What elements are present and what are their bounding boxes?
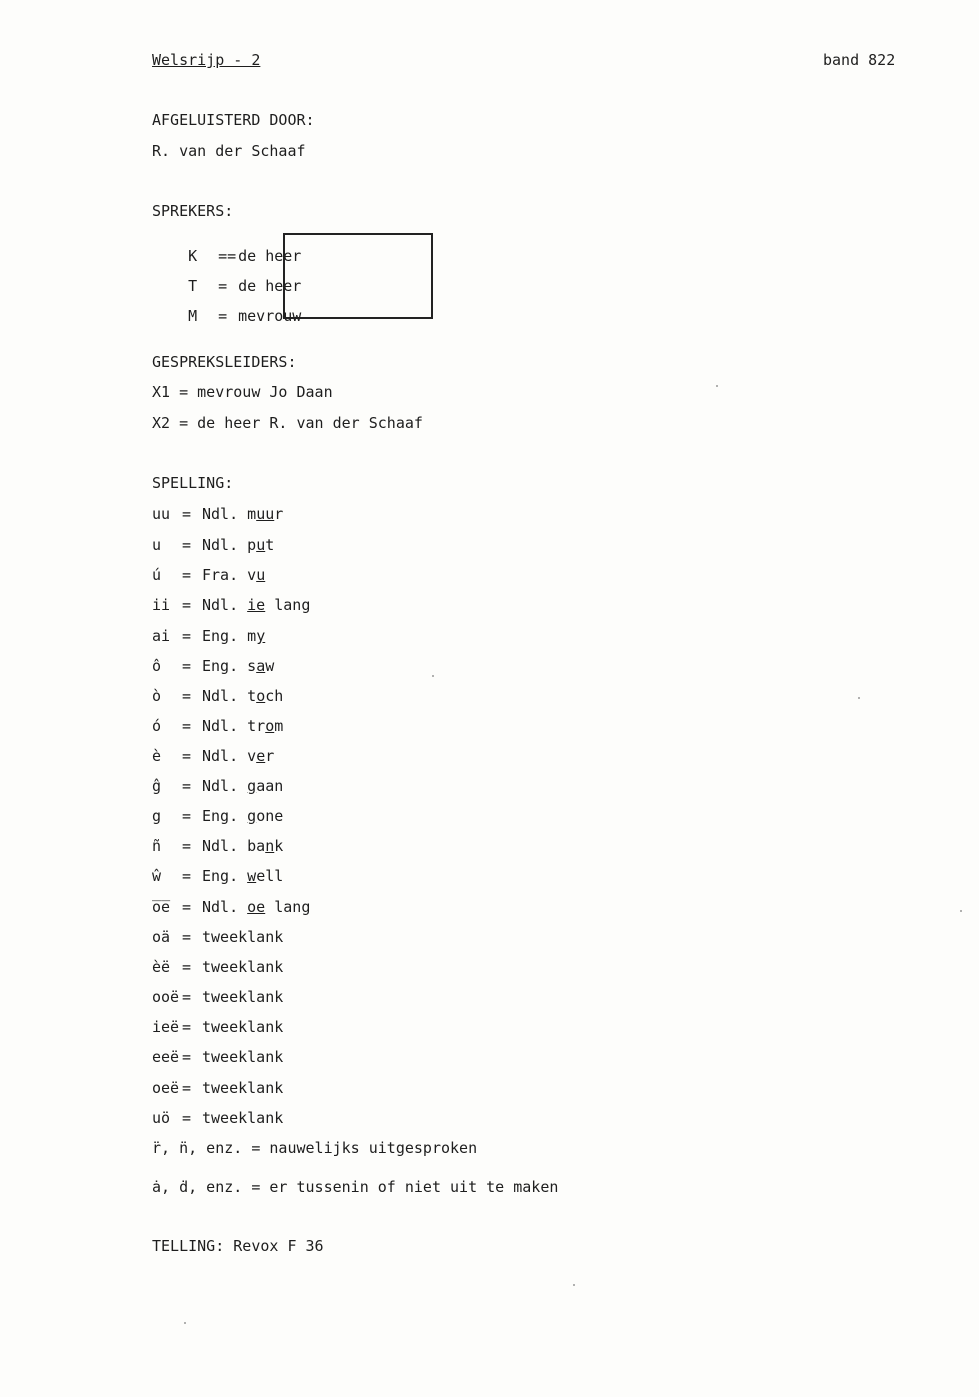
diphthong-desc: tweeklank — [202, 1079, 284, 1097]
example-post: lang — [265, 898, 311, 916]
spelling-symbol: uu — [152, 505, 171, 523]
example-mark: u — [256, 536, 266, 554]
spelling-row — [152, 779, 283, 794]
example-mark: g — [247, 807, 257, 825]
example-pre: p — [247, 536, 257, 554]
diphthong-row — [152, 1020, 283, 1035]
equals-sign: = — [182, 1018, 192, 1036]
spelling-lang: Ndl. — [202, 717, 239, 735]
spelling-row — [152, 809, 283, 824]
example-post: ell — [256, 867, 284, 885]
spelling-row — [152, 629, 265, 644]
spelling-lang: Ndl. — [202, 505, 239, 523]
diphthong-symbol: oeë — [152, 1079, 180, 1097]
spelling-symbol: g — [152, 807, 162, 825]
spelling-lang: Ndl. — [202, 837, 239, 855]
equals-sign: = — [182, 988, 192, 1006]
gespreksleider-item: X1 = mevrouw Jo Daan — [152, 383, 333, 401]
diphthong-symbol: ieë — [152, 1018, 180, 1036]
spelling-note: ȧ, ḋ, enz. = er tussenin of niet uit te maken — [152, 1178, 559, 1196]
example-pre: t — [247, 687, 257, 705]
spelling-lang: Eng. — [202, 867, 239, 885]
equals-sign: = — [182, 837, 192, 855]
diphthong-row — [152, 930, 283, 945]
example-post: aan — [256, 777, 284, 795]
example-pre: tr — [247, 717, 266, 735]
scan-speck — [716, 385, 718, 387]
equals-sign: = — [182, 627, 192, 645]
equals-sign: = — [182, 867, 192, 885]
diphthong-desc: tweeklank — [202, 988, 284, 1006]
diphthong-row — [152, 960, 283, 975]
equals-sign: = — [182, 566, 192, 584]
diphthong-desc: tweeklank — [202, 928, 284, 946]
scan-speck — [960, 910, 962, 912]
spelling-lang: Eng. — [202, 657, 239, 675]
spelling-symbol: ŵ — [152, 867, 162, 885]
example-pre: m — [247, 627, 257, 645]
scan-speck — [432, 675, 434, 677]
diphthong-symbol: oä — [152, 928, 171, 946]
equals-sign: = — [182, 807, 192, 825]
example-post: ch — [265, 687, 284, 705]
spelling-row — [152, 749, 274, 764]
equals-sign: = — [182, 747, 192, 765]
speaker-eq: = — [218, 307, 228, 325]
example-mark: ie — [247, 596, 266, 614]
spelling-symbol: ô — [152, 657, 162, 675]
scan-speck — [858, 697, 860, 699]
spelling-lang: Ndl. — [202, 777, 239, 795]
spelling-lang: Ndl. — [202, 536, 239, 554]
equals-sign: = — [182, 1109, 192, 1127]
equals-sign: = — [182, 1048, 192, 1066]
spelling-lang: Fra. — [202, 566, 239, 584]
spelling-row — [152, 839, 283, 854]
spelling-lang: Eng. — [202, 807, 239, 825]
spelling-row — [152, 538, 274, 553]
spelling-row — [152, 719, 283, 734]
diphthong-symbol: uö — [152, 1109, 171, 1127]
speaker-code: T — [188, 277, 198, 295]
example-mark: y — [256, 627, 266, 645]
equals-sign: = — [182, 657, 192, 675]
example-pre: v — [247, 566, 257, 584]
gespreksleiders-heading: GESPREKSLEIDERS: — [152, 353, 297, 371]
equals-sign: = — [182, 928, 192, 946]
speaker-desc: de heer — [238, 277, 302, 295]
spelling-symbol: ú — [152, 566, 162, 584]
spelling-row — [152, 598, 310, 613]
diphthong-row — [152, 1050, 283, 1065]
example-post: w — [265, 657, 275, 675]
example-mark: w — [247, 867, 257, 885]
equals-sign: = — [182, 687, 192, 705]
equals-sign: = — [182, 717, 192, 735]
speaker-eq: == — [218, 247, 237, 265]
spelling-note: r̈, n̈, enz. = nauwelijks uitgesproken — [152, 1139, 478, 1157]
diphthong-desc: tweeklank — [202, 1018, 284, 1036]
speaker-code: M — [188, 307, 198, 325]
diphthong-symbol: eeë — [152, 1048, 180, 1066]
document-title: Welsrijp - 2 — [152, 51, 261, 69]
spelling-heading: SPELLING: — [152, 474, 234, 492]
spelling-symbol: ñ — [152, 837, 162, 855]
diphthong-row — [152, 1081, 283, 1096]
afgeluisterd-name: R. van der Schaaf — [152, 142, 306, 160]
spelling-lang: Ndl. — [202, 687, 239, 705]
equals-sign: = — [182, 536, 192, 554]
example-mark: o — [256, 687, 266, 705]
diphthong-desc: tweeklank — [202, 958, 284, 976]
equals-sign: = — [182, 596, 192, 614]
equals-sign: = — [182, 1079, 192, 1097]
spelling-lang: Ndl. — [202, 898, 239, 916]
spelling-lang: Ndl. — [202, 747, 239, 765]
equals-sign: = — [182, 898, 192, 916]
diphthong-desc: tweeklank — [202, 1109, 284, 1127]
spelling-lang: Ndl. — [202, 596, 239, 614]
scan-speck — [573, 1284, 575, 1286]
spelling-row — [152, 568, 265, 583]
example-mark: e — [256, 747, 266, 765]
example-mark: n — [265, 837, 275, 855]
example-pre: m — [247, 505, 257, 523]
blank-box — [283, 233, 433, 319]
example-post: one — [256, 807, 284, 825]
spelling-symbol: ii — [152, 596, 171, 614]
speaker-code: K — [188, 247, 198, 265]
example-post: r — [274, 505, 284, 523]
speaker-desc: mevrouw — [238, 307, 302, 325]
speaker-row — [152, 294, 301, 339]
spelling-symbol: u — [152, 536, 162, 554]
spelling-symbol: è — [152, 747, 162, 765]
telling-line: TELLING: Revox F 36 — [152, 1237, 324, 1255]
diphthong-row — [152, 990, 283, 1005]
example-pre: s — [247, 657, 257, 675]
sprekers-heading: SPREKERS: — [152, 202, 234, 220]
equals-sign: = — [182, 505, 192, 523]
spelling-symbol: ai — [152, 627, 171, 645]
spelling-row — [152, 659, 274, 674]
spelling-symbol: ĝ — [152, 777, 162, 795]
example-pre: ba — [247, 837, 266, 855]
spelling-row — [152, 869, 283, 884]
example-mark: oe — [247, 898, 266, 916]
example-mark: u — [256, 566, 266, 584]
diphthong-row — [152, 1111, 283, 1126]
example-post: t — [265, 536, 275, 554]
equals-sign: = — [182, 777, 192, 795]
example-mark: a — [256, 657, 266, 675]
example-post: m — [274, 717, 284, 735]
equals-sign: = — [182, 958, 192, 976]
spelling-row — [152, 507, 283, 522]
band-number: band 822 — [823, 51, 896, 69]
speaker-eq: = — [218, 277, 228, 295]
diphthong-symbol: èë — [152, 958, 171, 976]
example-mark: g — [247, 777, 257, 795]
example-mark: uu — [256, 505, 275, 523]
spelling-symbol: ò — [152, 687, 162, 705]
diphthong-desc: tweeklank — [202, 1048, 284, 1066]
example-post: r — [265, 747, 275, 765]
afgeluisterd-heading: AFGELUISTERD DOOR: — [152, 111, 315, 129]
example-mark: o — [265, 717, 275, 735]
example-post: k — [274, 837, 284, 855]
spelling-symbol: o̅e̅ — [152, 898, 171, 916]
gespreksleider-item: X2 = de heer R. van der Schaaf — [152, 414, 423, 432]
spelling-symbol: ó — [152, 717, 162, 735]
speaker-desc: de heer — [238, 247, 302, 265]
spelling-row — [152, 689, 283, 704]
example-pre: v — [247, 747, 257, 765]
spelling-row — [152, 900, 310, 915]
scan-speck — [184, 1322, 186, 1324]
example-post: lang — [265, 596, 311, 614]
spelling-lang: Eng. — [202, 627, 239, 645]
diphthong-symbol: ooë — [152, 988, 180, 1006]
